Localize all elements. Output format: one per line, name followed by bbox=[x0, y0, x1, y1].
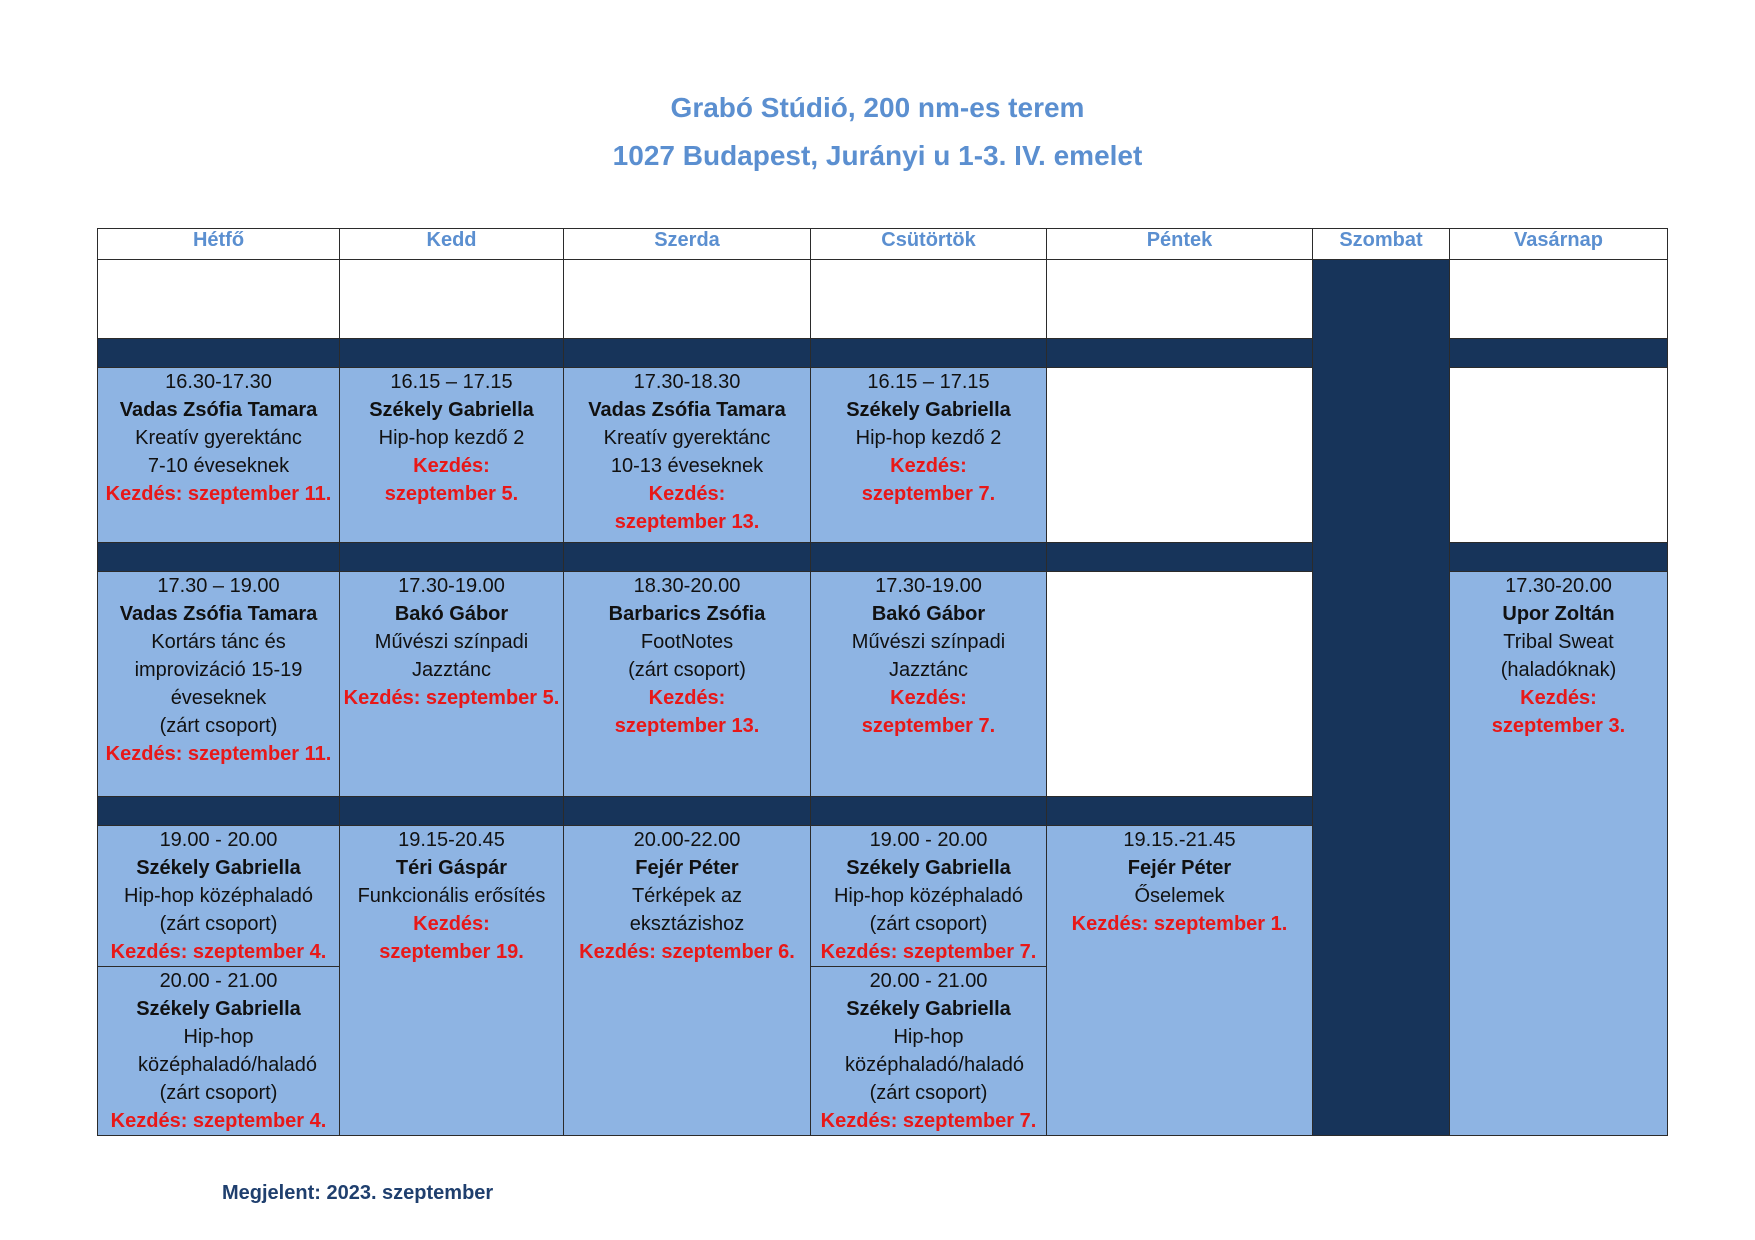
class-teacher: Székely Gabriella bbox=[369, 399, 534, 421]
divider-bar bbox=[564, 797, 811, 826]
class-start-date: Kezdés: szeptember 1. bbox=[1071, 913, 1288, 935]
class-start-date: Kezdés: szeptember 4. bbox=[110, 1110, 327, 1132]
class-description: (zárt csoport) bbox=[159, 715, 278, 737]
class-description: (zárt csoport) bbox=[869, 913, 988, 935]
class-cell bbox=[98, 572, 340, 797]
class-teacher: Fejér Péter bbox=[635, 857, 739, 879]
empty-slot bbox=[1047, 368, 1313, 543]
class-description: Hip-hop középhaladó/haladó bbox=[138, 1026, 318, 1076]
class-cell bbox=[564, 572, 811, 797]
class-time: 17.30-19.00 bbox=[398, 575, 505, 597]
class-description: Hip-hop középhaladó bbox=[123, 885, 314, 907]
class-cell bbox=[811, 826, 1047, 967]
class-time: 17.30-20.00 bbox=[1505, 575, 1612, 597]
class-description: Hip-hop kezdő 2 bbox=[855, 427, 1002, 449]
class-teacher: Upor Zoltán bbox=[1502, 603, 1615, 625]
class-start-date: Kezdés: szeptember 5. bbox=[343, 687, 560, 709]
class-start-date: Kezdés: szeptember 7. bbox=[861, 455, 996, 505]
divider-bar bbox=[1450, 543, 1668, 572]
class-description: Térképek az eksztázishoz bbox=[629, 885, 745, 935]
class-start-date: Kezdés: szeptember 13. bbox=[614, 687, 760, 737]
class-start-date: Kezdés: szeptember 6. bbox=[579, 941, 795, 963]
class-teacher: Székely Gabriella bbox=[846, 998, 1011, 1020]
empty-slot bbox=[1450, 368, 1668, 543]
publication-date: Megjelent: 2023. szeptember bbox=[222, 1182, 494, 1204]
divider-bar bbox=[98, 339, 340, 368]
day-header-thu: Csütörtök bbox=[811, 229, 1047, 260]
class-teacher: Vadas Zsófia Tamara bbox=[119, 603, 318, 625]
class-description: FootNotes bbox=[640, 631, 734, 653]
class-description: Kortárs tánc és improvizáció 15-19 éveseknek bbox=[134, 631, 303, 709]
divider-bar bbox=[340, 797, 564, 826]
class-description: Művészi színpadi Jazztánc bbox=[374, 631, 529, 681]
class-cell bbox=[811, 572, 1047, 797]
class-time: 17.30-18.30 bbox=[633, 371, 741, 393]
class-cell bbox=[811, 967, 1047, 1136]
class-description: Hip-hop középhaladó/haladó bbox=[845, 1026, 1025, 1076]
day-header-fri: Péntek bbox=[1047, 229, 1313, 260]
class-description: Kreatív gyerektánc bbox=[135, 427, 302, 449]
class-cell bbox=[98, 967, 340, 1136]
class-teacher: Vadas Zsófia Tamara bbox=[119, 399, 318, 421]
class-description: Művészi színpadi Jazztánc bbox=[851, 631, 1006, 681]
class-time: 16.15 – 17.15 bbox=[390, 371, 513, 393]
class-teacher: Székely Gabriella bbox=[846, 857, 1011, 879]
class-time: 18.30-20.00 bbox=[633, 575, 741, 597]
class-time: 19.15-20.45 bbox=[398, 829, 505, 851]
class-cell bbox=[1450, 572, 1668, 1136]
divider-bar bbox=[811, 797, 1047, 826]
class-teacher: Vadas Zsófia Tamara bbox=[588, 399, 786, 421]
divider-bar bbox=[564, 543, 811, 572]
class-start-date: Kezdés: szeptember 19. bbox=[379, 913, 524, 963]
class-teacher: Barbarics Zsófia bbox=[608, 603, 766, 625]
divider-bar bbox=[340, 543, 564, 572]
day-header-sun: Vasárnap bbox=[1450, 229, 1668, 260]
divider-bar bbox=[340, 339, 564, 368]
day-header-tue: Kedd bbox=[340, 229, 564, 260]
class-teacher: Bakó Gábor bbox=[871, 603, 986, 625]
class-teacher: Székely Gabriella bbox=[136, 857, 301, 879]
class-description: Funkcionális erősítés bbox=[357, 885, 546, 907]
class-cell bbox=[98, 368, 340, 543]
class-start-date: Kezdés: szeptember 4. bbox=[110, 941, 327, 963]
class-cell bbox=[340, 368, 564, 543]
class-cell bbox=[564, 826, 811, 1136]
blank-cell bbox=[98, 260, 340, 339]
studio-title: Grabó Stúdió, 200 nm-es terem bbox=[670, 92, 1085, 123]
class-teacher: Székely Gabriella bbox=[136, 998, 301, 1020]
divider-bar bbox=[98, 797, 340, 826]
blank-cell bbox=[811, 260, 1047, 339]
class-description: Hip-hop középhaladó bbox=[833, 885, 1024, 907]
day-header-sat: Szombat bbox=[1313, 229, 1450, 260]
class-description: (zárt csoport) bbox=[159, 913, 278, 935]
class-description: (haladóknak) bbox=[1500, 659, 1617, 681]
class-cell bbox=[340, 826, 564, 1136]
class-time: 20.00 - 21.00 bbox=[159, 970, 278, 992]
divider-bar bbox=[1450, 339, 1668, 368]
class-description: Tribal Sweat bbox=[1503, 631, 1614, 653]
class-teacher: Bakó Gábor bbox=[394, 603, 509, 625]
class-time: 20.00 - 21.00 bbox=[869, 970, 988, 992]
day-header-wed: Szerda bbox=[564, 229, 811, 260]
class-cell bbox=[564, 368, 811, 543]
divider-bar bbox=[98, 543, 340, 572]
class-description: Őselemek bbox=[1134, 885, 1225, 907]
class-time: 16.30-17.30 bbox=[165, 371, 272, 393]
class-time: 16.15 – 17.15 bbox=[867, 371, 990, 393]
class-start-date: Kezdés: szeptember 11. bbox=[105, 483, 332, 505]
divider-bar bbox=[564, 339, 811, 368]
class-start-date: Kezdés: szeptember 3. bbox=[1491, 687, 1626, 737]
class-time: 19.00 - 20.00 bbox=[869, 829, 988, 851]
schedule-table bbox=[97, 228, 1668, 1136]
day-header-mon: Hétfő bbox=[98, 229, 340, 260]
divider-bar bbox=[811, 543, 1047, 572]
divider-bar bbox=[1047, 797, 1313, 826]
class-time: 17.30 – 19.00 bbox=[157, 575, 280, 597]
empty-slot bbox=[1047, 572, 1313, 797]
class-cell bbox=[98, 826, 340, 967]
class-start-date: Kezdés: szeptember 13. bbox=[614, 483, 760, 533]
class-teacher: Téri Gáspár bbox=[395, 857, 508, 879]
studio-address: 1027 Budapest, Jurányi u 1-3. IV. emelet bbox=[612, 140, 1143, 171]
divider-bar bbox=[1047, 543, 1313, 572]
saturday-closed-column bbox=[1313, 260, 1450, 1136]
blank-cell bbox=[1047, 260, 1313, 339]
class-start-date: Kezdés: szeptember 7. bbox=[820, 941, 1037, 963]
class-description: (zárt csoport) bbox=[869, 1082, 988, 1104]
blank-cell bbox=[564, 260, 811, 339]
class-cell bbox=[340, 572, 564, 797]
header-row bbox=[98, 229, 1668, 260]
class-description: 7-10 éveseknek bbox=[147, 455, 290, 477]
divider-bar bbox=[1047, 339, 1313, 368]
class-time: 19.00 - 20.00 bbox=[159, 829, 278, 851]
blank-cell bbox=[1450, 260, 1668, 339]
class-teacher: Székely Gabriella bbox=[846, 399, 1011, 421]
class-description: Hip-hop kezdő 2 bbox=[378, 427, 525, 449]
class-start-date: Kezdés: szeptember 7. bbox=[861, 687, 996, 737]
class-start-date: Kezdés: szeptember 5. bbox=[384, 455, 519, 505]
class-time: 17.30-19.00 bbox=[875, 575, 982, 597]
blank-row bbox=[98, 260, 1668, 339]
divider-bar bbox=[811, 339, 1047, 368]
class-start-date: Kezdés: szeptember 7. bbox=[820, 1110, 1037, 1132]
class-description: 10-13 éveseknek bbox=[610, 455, 764, 477]
class-time: 20.00-22.00 bbox=[633, 829, 741, 851]
class-cell bbox=[1047, 826, 1313, 1136]
class-description: (zárt csoport) bbox=[159, 1082, 278, 1104]
class-start-date: Kezdés: szeptember 11. bbox=[105, 743, 332, 765]
class-time: 19.15.-21.45 bbox=[1123, 829, 1236, 851]
class-teacher: Fejér Péter bbox=[1127, 857, 1232, 879]
blank-cell bbox=[340, 260, 564, 339]
class-cell bbox=[811, 368, 1047, 543]
class-description: (zárt csoport) bbox=[628, 659, 746, 681]
class-description: Kreatív gyerektánc bbox=[603, 427, 771, 449]
